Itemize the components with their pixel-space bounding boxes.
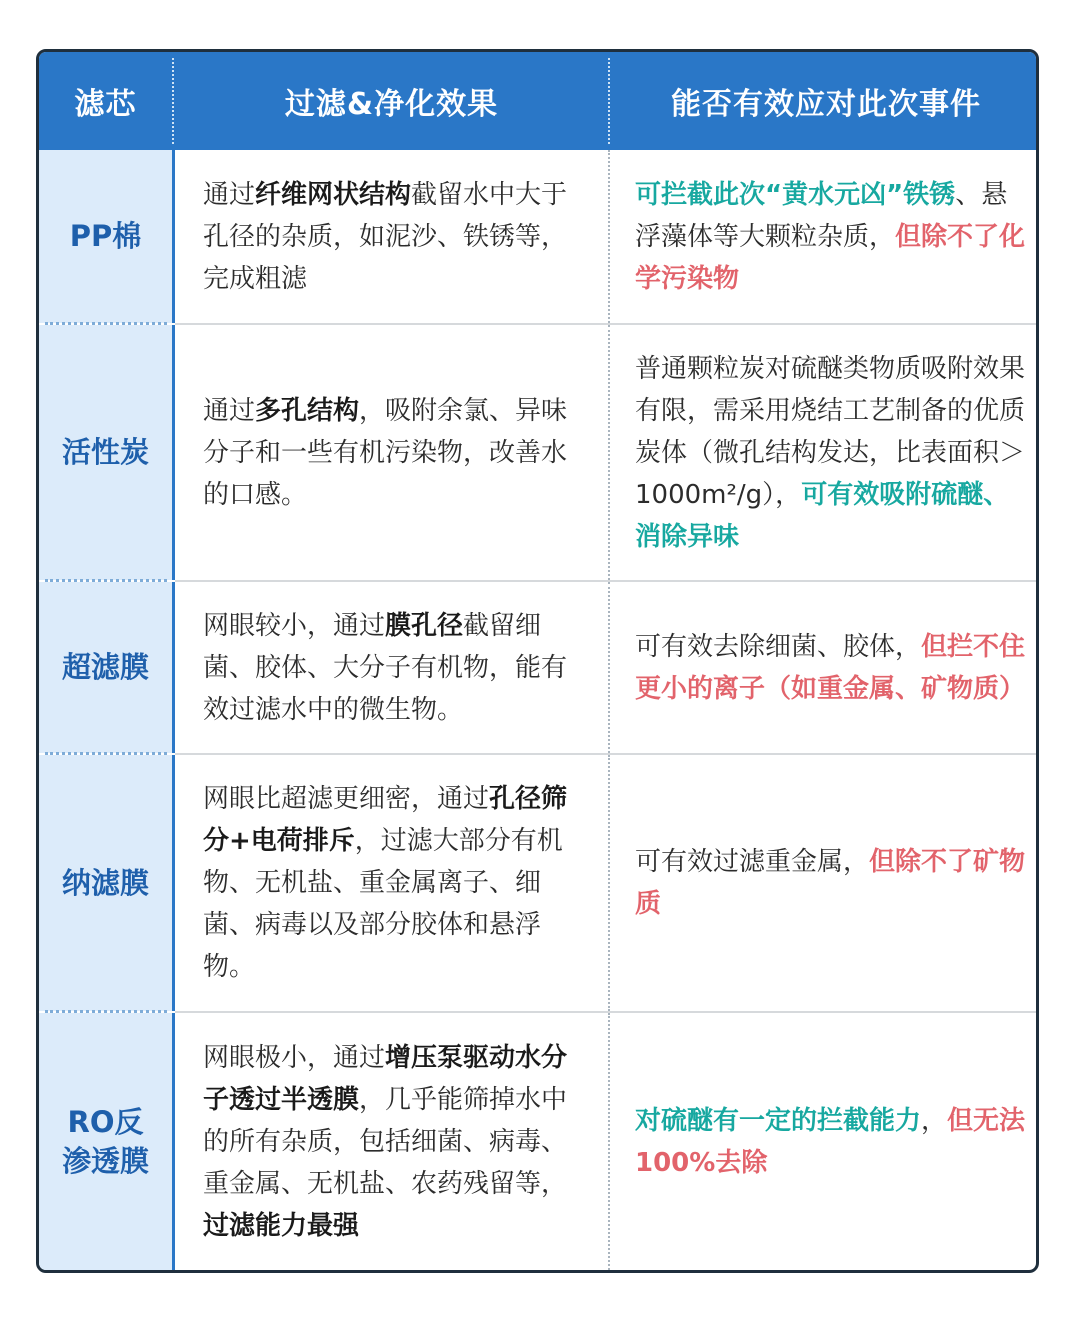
event-plain: 可有效去除细菌、胶体， bbox=[635, 631, 922, 662]
table-row bbox=[39, 755, 1036, 1011]
table-row bbox=[39, 1013, 1036, 1270]
effect-plain: 通过 bbox=[203, 395, 256, 426]
header-event: 能否有效应对此次事件 bbox=[671, 87, 981, 122]
effect-bold: 过滤能力最强 bbox=[203, 1210, 360, 1241]
effect-cell bbox=[175, 582, 608, 753]
effect-cell bbox=[175, 755, 608, 1011]
event-cell bbox=[610, 150, 1039, 323]
event-text bbox=[635, 1100, 1028, 1184]
table-row bbox=[39, 582, 1036, 753]
event-plain: 、悬浮藻体等大颗粒杂质， bbox=[635, 179, 1008, 252]
effect-text bbox=[203, 390, 588, 516]
filter-name: 超滤膜 bbox=[61, 650, 149, 684]
event-plain: ， bbox=[921, 1105, 948, 1136]
filter-name-cell bbox=[39, 755, 172, 1011]
effect-text bbox=[203, 1037, 588, 1247]
effect-text bbox=[203, 778, 588, 988]
effect-plain: 通过 bbox=[203, 179, 256, 210]
effect-plain: 截留水中大于孔径的杂质，如泥沙、铁锈等，完成粗滤 bbox=[203, 179, 568, 294]
effect-bold: 纤维网状结构 bbox=[255, 179, 412, 210]
filter-name: 活性炭 bbox=[61, 435, 149, 469]
effect-plain: 截留细菌、胶体、大分子有机物，能有效过滤水中的微生物。 bbox=[203, 610, 568, 725]
filter-name bbox=[62, 1103, 149, 1181]
effect-bold: 膜孔径 bbox=[385, 610, 464, 641]
event-highlight-positive: 可拦截此次“黄水元凶”铁锈 bbox=[635, 179, 956, 210]
table-header bbox=[39, 52, 1036, 150]
effect-text bbox=[203, 605, 588, 731]
event-text bbox=[635, 348, 1028, 558]
event-text bbox=[635, 841, 1028, 925]
event-highlight-negative: 但除不了化学污染物 bbox=[635, 221, 1026, 294]
effect-bold: 增压泵驱动水分子透过半透膜 bbox=[203, 1042, 568, 1115]
event-plain: 可有效过滤重金属， bbox=[635, 847, 870, 877]
event-highlight-negative: 但无法100%去除 bbox=[635, 1105, 1026, 1178]
table-row bbox=[39, 150, 1036, 323]
effect-plain: ，吸附余氯、异味分子和一些有机污染物，改善水的口感。 bbox=[203, 395, 568, 510]
effect-bold: 多孔结构 bbox=[255, 395, 360, 426]
filter-comparison-table bbox=[36, 49, 1039, 1273]
effect-plain: ，几乎能筛掉水中的所有杂质，包括细菌、病毒、重金属、无机盐、农药残留等， bbox=[203, 1084, 568, 1199]
filter-name-cell bbox=[39, 325, 172, 580]
effect-plain: 网眼极小，通过 bbox=[203, 1042, 386, 1073]
filter-name: 纳滤膜 bbox=[61, 865, 149, 900]
filter-name-line: 渗透膜 bbox=[61, 1143, 149, 1178]
event-highlight-negative: 但拦不住更小的离子（如重金属、矿物质） bbox=[635, 631, 1026, 704]
filter-name: PP棉 bbox=[69, 219, 142, 253]
filter-name-cell bbox=[39, 1013, 172, 1270]
filter-name-cell bbox=[39, 150, 172, 323]
filter-name-cell bbox=[39, 582, 172, 753]
event-cell bbox=[610, 325, 1039, 580]
table-row bbox=[39, 325, 1036, 580]
event-text bbox=[635, 626, 1028, 710]
event-cell bbox=[610, 582, 1039, 753]
event-highlight-negative: 但除不了矿物质 bbox=[635, 847, 1026, 919]
header-effect: 过滤&净化效果 bbox=[284, 87, 499, 122]
effect-cell bbox=[175, 325, 608, 580]
event-highlight-positive: 对硫醚有一定的拦截能力 bbox=[635, 1105, 922, 1136]
event-text bbox=[635, 174, 1028, 300]
effect-plain: 网眼比超滤更细密，通过 bbox=[203, 784, 490, 814]
effect-bold: 孔径筛分+电荷排斥 bbox=[203, 784, 568, 856]
effect-text bbox=[203, 174, 588, 300]
effect-plain: 网眼较小，通过 bbox=[203, 610, 386, 641]
header-filter: 滤芯 bbox=[74, 87, 137, 122]
effect-cell bbox=[175, 1013, 608, 1270]
header-separator bbox=[172, 58, 174, 144]
event-highlight-positive: 可有效吸附硫醚、消除异味 bbox=[635, 479, 1010, 552]
event-cell bbox=[610, 1013, 1039, 1270]
filter-name-line: RO反 bbox=[67, 1104, 144, 1139]
effect-plain: ，过滤大部分有机物、无机盐、重金属离子、细菌、病毒以及部分胶体和悬浮物。 bbox=[203, 826, 563, 982]
effect-cell bbox=[175, 150, 608, 323]
event-cell bbox=[610, 755, 1039, 1011]
event-plain: 普通颗粒炭对硫醚类物质吸附效果有限，需采用烧结工艺制备的优质炭体（微孔结构发达，比表面积＞1000m²/g）， bbox=[635, 353, 1026, 510]
